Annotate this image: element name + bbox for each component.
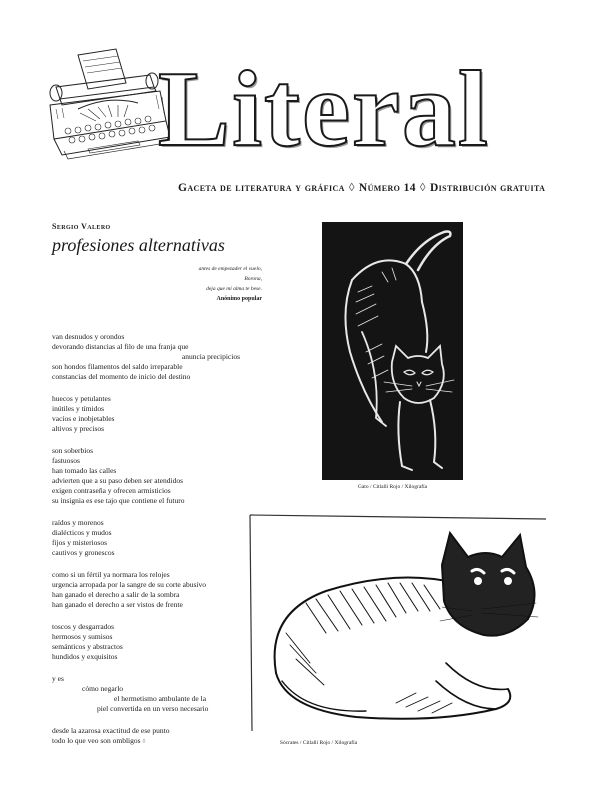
poem-line: altivos y precisos bbox=[52, 424, 105, 433]
end-mark-icon: ◊ bbox=[142, 739, 146, 745]
poem-line: devorando distancias al filo de una franja que bbox=[52, 342, 189, 351]
poem-line: son hondos filamentos del saldo irreparable bbox=[52, 362, 183, 371]
stanza bbox=[52, 332, 292, 382]
tagline-gazette: Gaceta de literatura y gráfica bbox=[178, 182, 345, 194]
epigraph-author: Anónimo popular bbox=[216, 296, 262, 302]
cat-sketch-print bbox=[246, 513, 548, 735]
poem-line: urgencia arropada por la sangre de su corte abusivo bbox=[52, 580, 206, 589]
image-caption: Sócrates / Citlalli Rojo / Xilografía bbox=[279, 740, 358, 746]
poem-line: semánticos y abstractos bbox=[52, 642, 123, 651]
poem-line: cautivos y gronescos bbox=[52, 548, 115, 557]
poem-line: el hermetismo ambulante de la bbox=[114, 694, 207, 703]
tagline-distribution: Distribución gratuita bbox=[429, 182, 546, 194]
poem-line: desde la azarosa exactitud de ese punto bbox=[52, 726, 170, 735]
tagline-separator: ◊ bbox=[419, 182, 426, 194]
poem-line: piel convertida en un verso necesario bbox=[97, 704, 209, 713]
author-name: Sergio Valero bbox=[52, 222, 111, 231]
typewriter-illustration bbox=[38, 47, 173, 172]
cat-woodcut-print bbox=[322, 222, 463, 480]
poem-line: inútiles y tímidos bbox=[52, 404, 105, 413]
poem-line: como si un fértil ya normara los relojes bbox=[52, 570, 170, 579]
stanza bbox=[52, 394, 292, 434]
epigraph-line: antes de empezader el vuelo, bbox=[198, 266, 262, 272]
poem-line: advierten que a su paso deben ser atendidos bbox=[52, 476, 183, 485]
poem-line: exigen contraseña y ofrecen armisticios bbox=[52, 486, 171, 495]
poem-line: su insignia es ese tajo que contiene el futuro bbox=[52, 496, 185, 505]
poem-line: cómo negarlo bbox=[82, 684, 124, 693]
poem-line: fastuosos bbox=[52, 456, 80, 465]
tagline bbox=[178, 182, 558, 194]
tagline-issue-number: Número 14 bbox=[358, 182, 416, 194]
magazine-logo: Literal bbox=[158, 50, 490, 169]
poem-line: van desnudos y orondos bbox=[52, 332, 125, 341]
poem-line: hundidos y exquisitos bbox=[52, 652, 118, 661]
tagline-separator: ◊ bbox=[348, 182, 355, 194]
poem-line: son soberbios bbox=[52, 446, 94, 455]
poem-line: hermosos y sumisos bbox=[52, 632, 113, 641]
poem-line: han ganado el derecho a ser vistos de frente bbox=[52, 600, 183, 609]
poem-line: dialécticos y mudos bbox=[52, 528, 112, 537]
poem-line: y es bbox=[52, 674, 64, 683]
poem-line: anuncia precipicios bbox=[181, 352, 240, 361]
poem-line: han tomado las calles bbox=[52, 466, 117, 475]
masthead bbox=[30, 42, 570, 202]
epigraph bbox=[52, 264, 292, 304]
image-caption: Gato / Citlalli Rojo / Xilografía bbox=[357, 484, 428, 490]
poem-title: profesiones alternativas bbox=[52, 235, 225, 255]
poem-line: fijos y misteriosos bbox=[52, 538, 108, 547]
poem-line: vacíos e inobjetables bbox=[52, 414, 115, 423]
epigraph-line: Borona, bbox=[244, 276, 262, 282]
epigraph-line: deja que mi alma te bese. bbox=[206, 286, 262, 292]
poem-line: toscos y desgarrados bbox=[52, 622, 115, 631]
poem-line: raídos y morenos bbox=[52, 518, 104, 527]
poem-line: constancias del momento de inicio del destino bbox=[52, 372, 191, 381]
stanza bbox=[52, 446, 292, 506]
poem-line-text: todo lo que veo son ombligos bbox=[52, 736, 141, 745]
poem-line: han ganado el derecho a salir de la sombra bbox=[52, 590, 180, 599]
poem-line: huecos y petulantes bbox=[52, 394, 111, 403]
